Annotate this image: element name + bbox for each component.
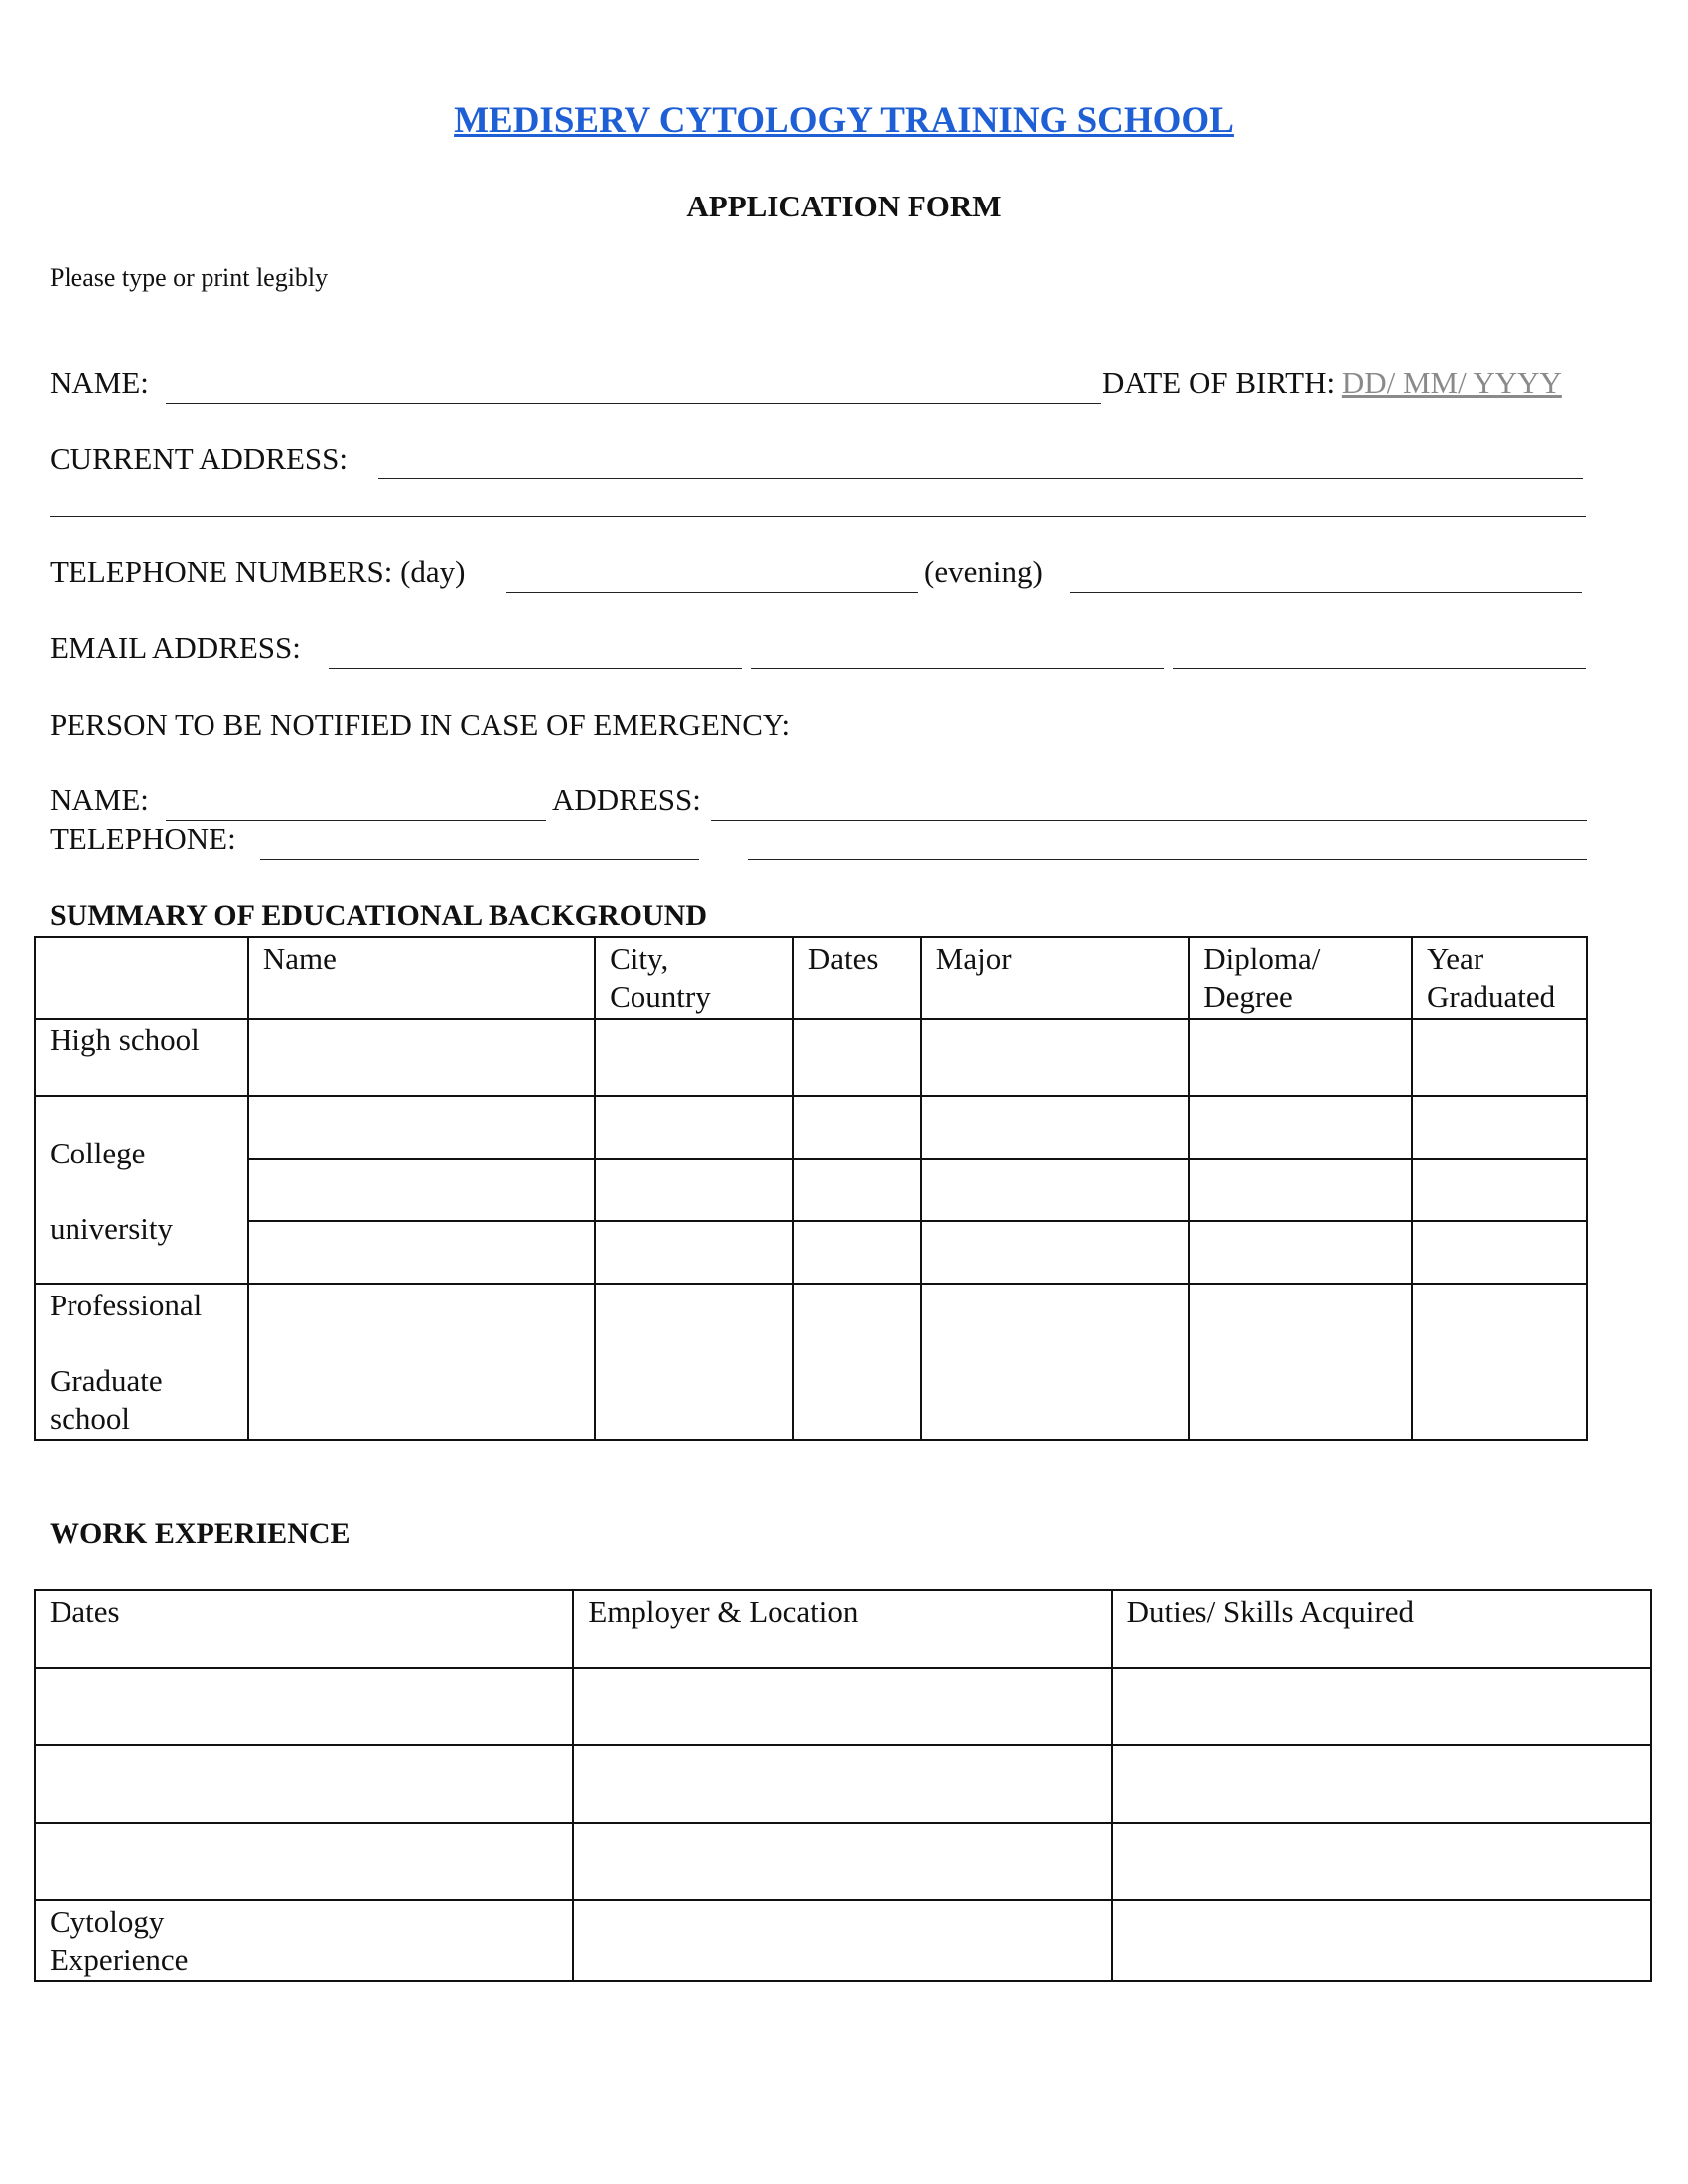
cell[interactable] bbox=[1412, 1221, 1587, 1284]
education-table bbox=[34, 936, 1588, 1441]
cell[interactable] bbox=[921, 1221, 1189, 1284]
email-label: EMAIL ADDRESS: bbox=[50, 630, 301, 665]
cell[interactable] bbox=[921, 1096, 1189, 1159]
cell[interactable] bbox=[793, 1019, 921, 1096]
cell[interactable] bbox=[1112, 1900, 1651, 1981]
email-field-3[interactable] bbox=[1173, 668, 1586, 669]
evening-label: (evening) bbox=[924, 554, 1043, 589]
cell[interactable] bbox=[248, 1019, 595, 1096]
dob-label bbox=[1102, 365, 1562, 401]
work-table bbox=[34, 1589, 1652, 1982]
cell[interactable] bbox=[573, 1745, 1111, 1823]
emergency-address-label: ADDRESS: bbox=[552, 782, 701, 817]
cell[interactable] bbox=[1112, 1668, 1651, 1745]
cell[interactable] bbox=[1412, 1284, 1587, 1440]
cell[interactable] bbox=[1189, 1096, 1412, 1159]
work-row bbox=[35, 1823, 1651, 1900]
emergency-telephone-field[interactable] bbox=[260, 859, 699, 860]
cell[interactable] bbox=[1189, 1284, 1412, 1440]
work-row bbox=[35, 1668, 1651, 1745]
cell[interactable] bbox=[793, 1096, 921, 1159]
education-row-professional bbox=[35, 1284, 1587, 1440]
col-major: Major bbox=[921, 937, 1189, 1019]
education-heading: SUMMARY OF EDUCATIONAL BACKGROUND bbox=[50, 899, 708, 932]
cell[interactable] bbox=[248, 1221, 595, 1284]
cell[interactable] bbox=[1412, 1159, 1587, 1221]
cell[interactable] bbox=[595, 1284, 793, 1440]
cell[interactable] bbox=[1189, 1221, 1412, 1284]
cell[interactable] bbox=[1189, 1019, 1412, 1096]
col-name: Name bbox=[248, 937, 595, 1019]
work-row-cytology bbox=[35, 1900, 1651, 1981]
row-label-cytology-experience: Cytology Experience bbox=[35, 1900, 573, 1981]
cell[interactable] bbox=[793, 1284, 921, 1440]
col-diploma-degree: Diploma/ Degree bbox=[1189, 937, 1412, 1019]
work-heading: WORK EXPERIENCE bbox=[50, 1517, 351, 1550]
form-title: APPLICATION FORM bbox=[686, 189, 1002, 223]
row-label-graduate: Graduate school bbox=[50, 1363, 163, 1435]
cell[interactable] bbox=[595, 1096, 793, 1159]
name-field[interactable] bbox=[166, 403, 1101, 404]
school-title: MEDISERV CYTOLOGY TRAINING SCHOOL bbox=[454, 100, 1234, 141]
cell[interactable] bbox=[1112, 1823, 1651, 1900]
address-label: CURRENT ADDRESS: bbox=[50, 441, 349, 476]
telephone-evening-field[interactable] bbox=[1070, 592, 1582, 593]
cell[interactable] bbox=[248, 1284, 595, 1440]
emergency-name-label: NAME: bbox=[50, 782, 149, 817]
address-field-line-2[interactable] bbox=[50, 516, 1586, 517]
telephone-day-field[interactable] bbox=[506, 592, 918, 593]
email-field-1[interactable] bbox=[329, 668, 742, 669]
education-header-row bbox=[35, 937, 1587, 1019]
row-label-high-school: High school bbox=[35, 1019, 248, 1096]
education-row-college-1 bbox=[35, 1096, 1587, 1159]
education-row-high-school bbox=[35, 1019, 1587, 1096]
cell[interactable] bbox=[1412, 1019, 1587, 1096]
row-label-college: College bbox=[50, 1136, 146, 1170]
work-col-duties-skills: Duties/ Skills Acquired bbox=[1112, 1590, 1651, 1668]
instruction-text: Please type or print legibly bbox=[50, 263, 329, 292]
name-label: NAME: bbox=[50, 365, 149, 400]
row-label-university: university bbox=[50, 1211, 173, 1246]
cell[interactable] bbox=[595, 1019, 793, 1096]
col-dates: Dates bbox=[793, 937, 921, 1019]
work-row bbox=[35, 1745, 1651, 1823]
cell[interactable] bbox=[921, 1159, 1189, 1221]
work-col-employer-location: Employer & Location bbox=[573, 1590, 1111, 1668]
emergency-telephone-label: TELEPHONE: bbox=[50, 821, 236, 856]
cell[interactable] bbox=[921, 1019, 1189, 1096]
cell[interactable] bbox=[595, 1159, 793, 1221]
education-header-empty bbox=[35, 937, 248, 1019]
cell[interactable] bbox=[1112, 1745, 1651, 1823]
telephone-label: TELEPHONE NUMBERS: (day) bbox=[50, 554, 466, 589]
cell[interactable] bbox=[793, 1159, 921, 1221]
cell[interactable] bbox=[573, 1900, 1111, 1981]
cell[interactable] bbox=[793, 1221, 921, 1284]
address-field-line-1[interactable] bbox=[378, 478, 1583, 479]
cell[interactable] bbox=[248, 1096, 595, 1159]
email-field-2[interactable] bbox=[751, 668, 1164, 669]
col-year-graduated: Year Graduated bbox=[1412, 937, 1587, 1019]
row-label-professional-graduate bbox=[35, 1284, 248, 1440]
cell[interactable] bbox=[1189, 1159, 1412, 1221]
cell[interactable] bbox=[35, 1823, 573, 1900]
cell[interactable] bbox=[573, 1823, 1111, 1900]
row-label-professional: Professional bbox=[50, 1288, 203, 1322]
cell[interactable] bbox=[595, 1221, 793, 1284]
col-city-country: City, Country bbox=[595, 937, 793, 1019]
education-row-college-2 bbox=[35, 1159, 1587, 1221]
cell[interactable] bbox=[35, 1745, 573, 1823]
dob-label-text: DATE OF BIRTH: bbox=[1102, 365, 1336, 400]
emergency-address-field[interactable] bbox=[711, 820, 1587, 821]
education-row-college-3 bbox=[35, 1221, 1587, 1284]
cell[interactable] bbox=[921, 1284, 1189, 1440]
cell[interactable] bbox=[1412, 1096, 1587, 1159]
emergency-heading: PERSON TO BE NOTIFIED IN CASE OF EMERGENCY: bbox=[50, 707, 791, 742]
row-label-college-university bbox=[35, 1096, 248, 1284]
cell[interactable] bbox=[248, 1159, 595, 1221]
work-col-dates: Dates bbox=[35, 1590, 573, 1668]
cell[interactable] bbox=[35, 1668, 573, 1745]
cell[interactable] bbox=[573, 1668, 1111, 1745]
dob-field[interactable]: DD/ MM/ YYYY bbox=[1341, 365, 1562, 400]
emergency-address-field-2[interactable] bbox=[748, 859, 1587, 860]
work-header-row bbox=[35, 1590, 1651, 1668]
